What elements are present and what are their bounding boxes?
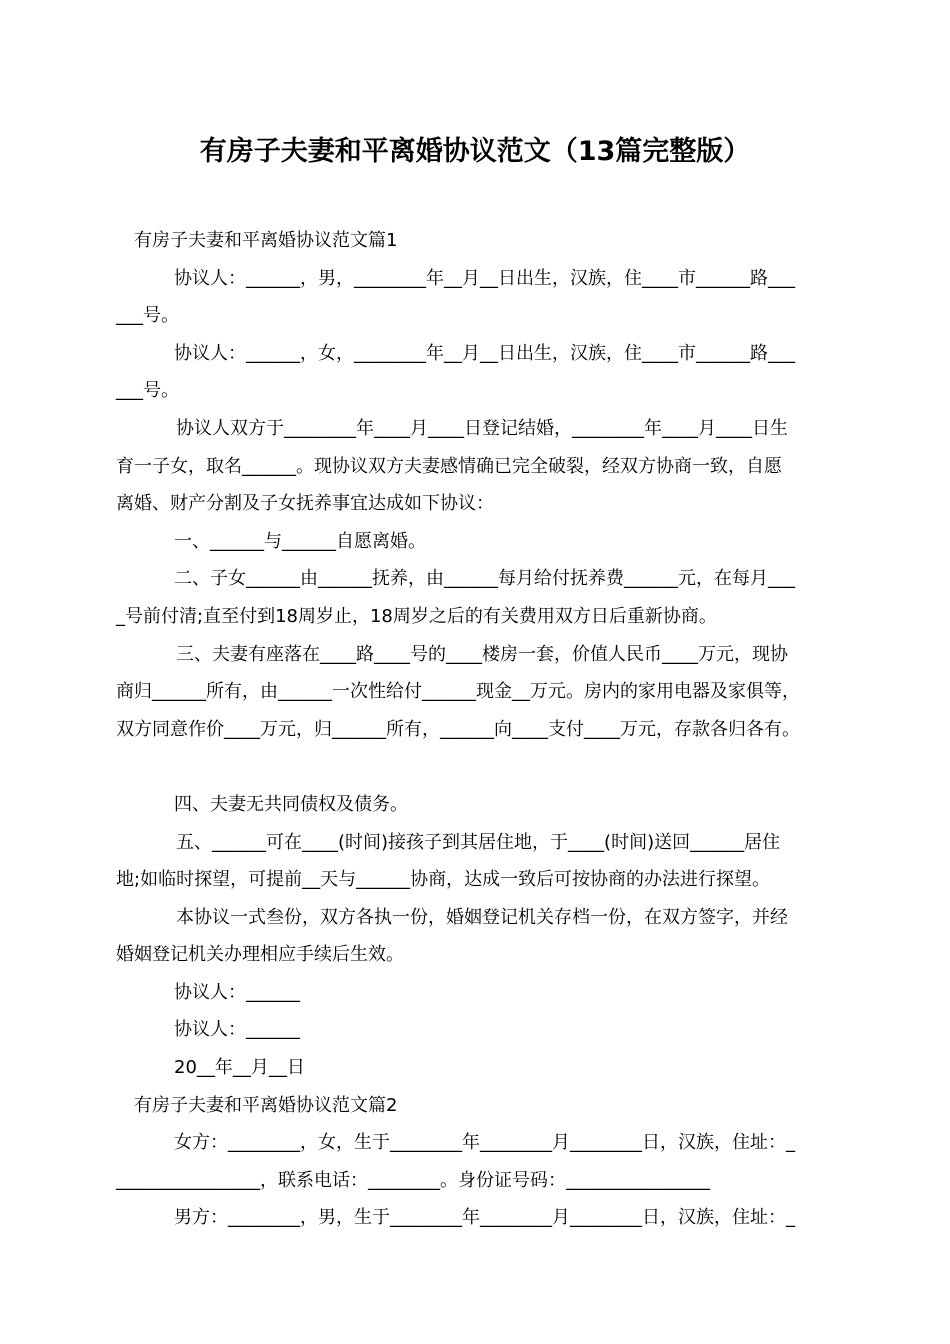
paragraph-line: 二、子女______由______抚养，由______每月给付抚养费______元，在每月___ [174,568,795,590]
paragraph-line: ___号。 [116,305,179,327]
paragraph-line: 育一子女，取名______。现协议双方夫妻感情确已完全破裂，经双方协商一致，自愿 [116,455,782,477]
paragraph-line: ________________，联系电话：________。身份证号码：________________ [116,1169,710,1191]
paragraph-line: 商归______所有，由______一次性给付______现金__万元。房内的家用电器及家俱等， [116,681,800,703]
paragraph-line: 离婚、财产分割及子女抚养事宜达成如下协议： [116,493,494,515]
paragraph-line: 协议人：______ [174,981,300,1003]
paragraph-line: 一、______与______自愿离婚。 [174,530,426,552]
paragraph-line: 四、夫妻无共同债权及债务。 [174,793,408,815]
paragraph-line: _号前付清;直至付到18周岁止，18周岁之后的有关费用双方日后重新协商。 [116,605,717,627]
paragraph-line: ___号。 [116,380,179,402]
paragraph-line: 三、夫妻有座落在____路____号的____楼房一套，价值人民币____万元，现协 [176,643,788,665]
blank-line [116,748,856,786]
paragraph-line: 双方同意作价____万元，归______所有，______向____支付____万元，存款各归各有。 [116,718,800,740]
section-heading: 有房子夫妻和平离婚协议范文篇1 [134,230,398,251]
paragraph-line: 婚姻登记机关办理相应手续后生效。 [116,944,404,966]
paragraph-line: 男方：________，男，生于________年________月________日，汉族，住址：_ [174,1207,795,1229]
paragraph-line: 20__年__月__日 [174,1057,305,1079]
document-title: 有房子夫妻和平离婚协议范文（13篇完整版） [199,136,751,167]
paragraph-line: 本协议一式叁份，双方各执一份，婚姻登记机关存档一份，在双方签字，并经 [176,906,788,928]
document-body [116,222,856,1237]
paragraph-line: 女方：________，女，生于________年________月________日，汉族，住址：_ [174,1132,795,1154]
paragraph-line: 协议人：______ [174,1019,300,1041]
section-heading: 有房子夫妻和平离婚协议范文篇2 [134,1094,398,1116]
paragraph-line: 地;如临时探望，可提前__天与______协商，达成一致后可按协商的办法进行探望。 [116,869,771,891]
paragraph-line: 五、______可在____(时间)接孩子到其居住地，于____(时间)送回______居住 [176,831,781,853]
paragraph-line: 协议人双方于________年____月____日登记结婚，________年____月____日生 [176,417,788,439]
paragraph-line: 协议人：______，男，________年__月__日出生，汉族，住____市______路___ [174,267,795,289]
paragraph-line: 协议人：______，女，________年__月__日出生，汉族，住____市______路___ [174,342,795,364]
